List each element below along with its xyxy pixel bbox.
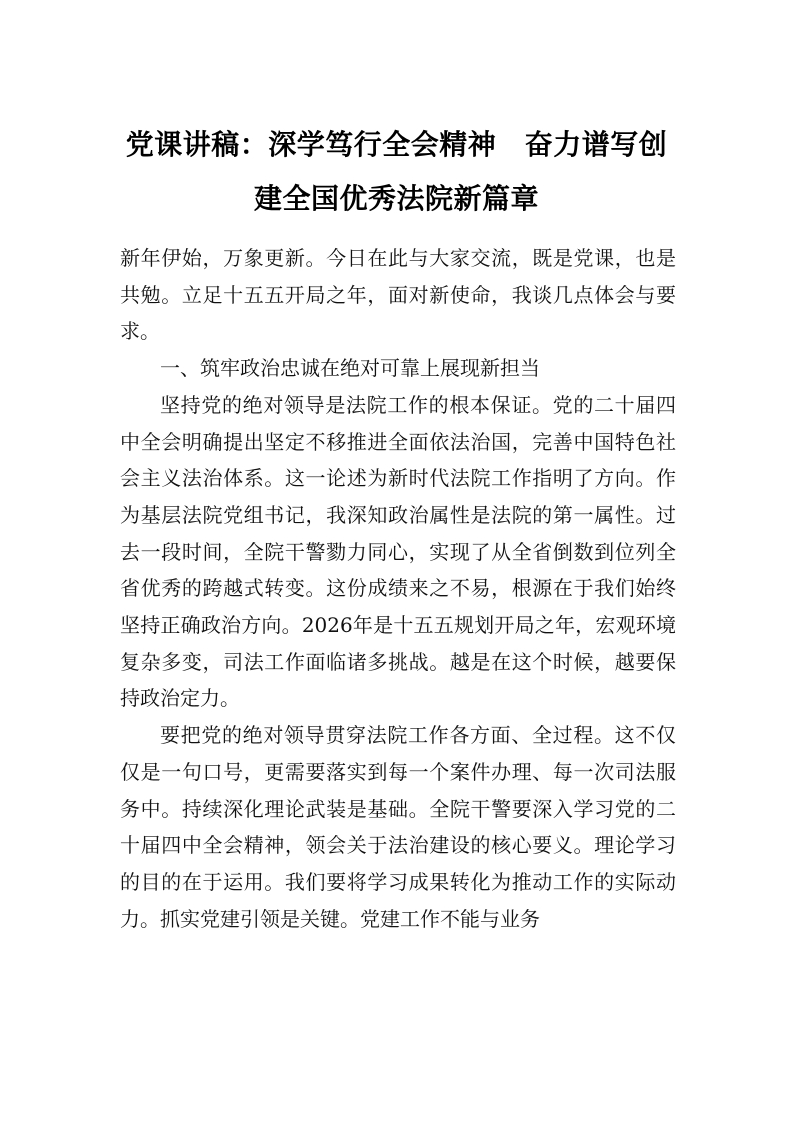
paragraph-intro: 新年伊始，万象更新。今日在此与大家交流，既是党课，也是共勉。立足十五五开局之年，面对新使命，我谈几点体会与要求。	[120, 246, 676, 344]
document-body	[120, 240, 676, 937]
title-line-2: 建全国优秀法院新篇章	[253, 182, 539, 215]
paragraph: 坚持党的绝对领导是法院工作的根本保证。党的二十届四中全会明确提出坚定不移推进全面依法治国，完善中国特色社会主义法治体系。这一论述为新时代法院工作指明了方向。作为基层法院党组书记，我深知政治属性是法院的第一属性。过去一段时间，全院干警勠力同心，实现了从全省倒数到位列全省优秀的跨越式转变。这份成绩来之不易，根源在于我们始终坚持正确政治方向。2026年是十五五规划开局之年，宏观环境复杂多变，司法工作面临诸多挑战。越是在这个时候，越要保持政治定力。	[120, 392, 676, 711]
section-heading: 一、筑牢政治忠诚在绝对可靠上展现新担当	[160, 356, 540, 381]
title-line-1: 党课讲稿：深学笃行全会精神 奋力谱写创	[125, 128, 668, 161]
paragraph: 要把党的绝对领导贯穿法院工作各方面、全过程。这不仅仅是一句口号，更需要落实到每一个案件办理、每一次司法服务中。持续深化理论武装是基础。全院干警要深入学习党的二十届四中全会精神，领会关于法治建设的核心要义。理论学习的目的在于运用。我们要将学习成果转化为推动工作的实际动力。抓实党建引领是关键。党建工作不能与业务	[120, 723, 676, 931]
document-title	[100, 118, 693, 226]
